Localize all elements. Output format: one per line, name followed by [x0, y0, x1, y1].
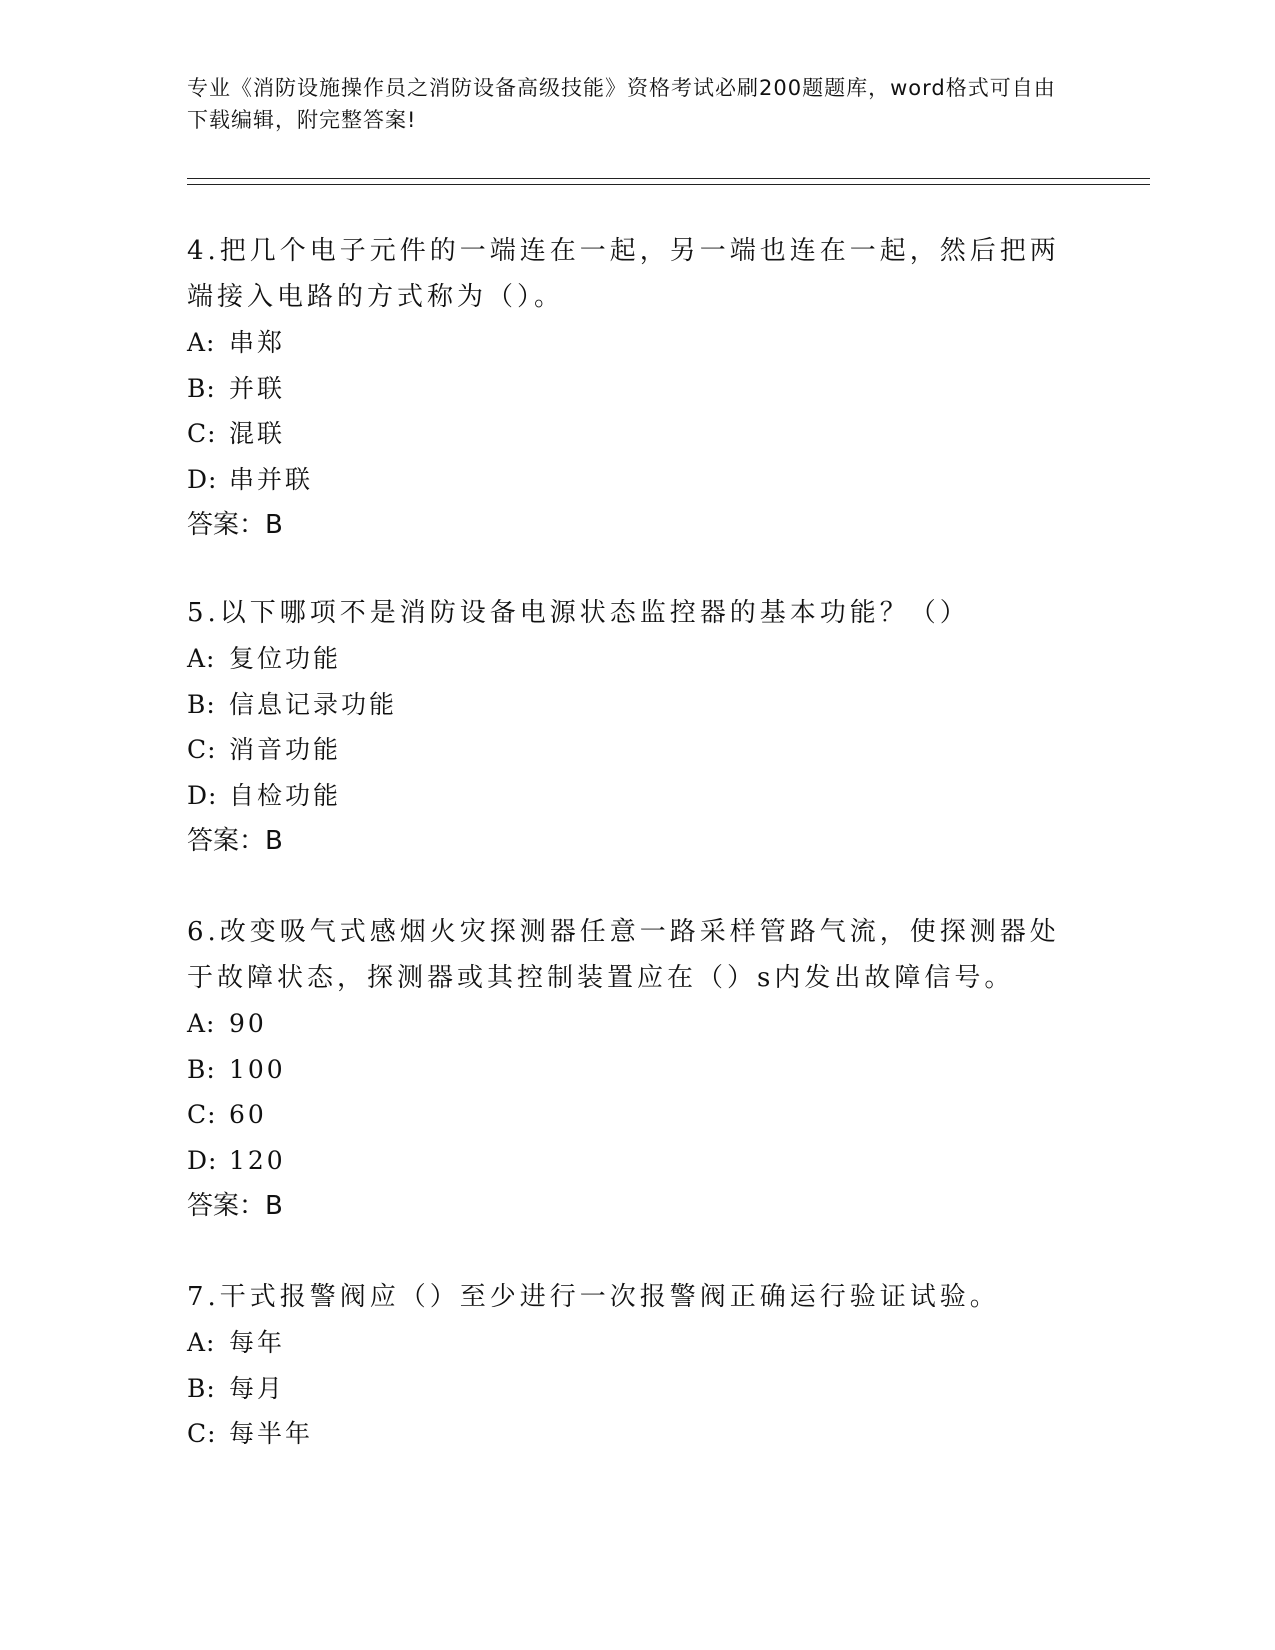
option-text: 自检功能 — [229, 780, 342, 810]
option-letter: C: — [187, 735, 217, 764]
option-letter: A: — [187, 328, 216, 357]
option-a — [187, 320, 1067, 366]
option-text: 90 — [229, 1009, 267, 1038]
option-text: 60 — [229, 1100, 267, 1129]
question-6 — [187, 909, 1067, 1229]
option-text: 每半年 — [229, 1419, 314, 1448]
question-stem: 6.改变吸气式感烟火灾探测器任意一路采样管路气流，使探测器处于故障状态，探测器或其控制装置应在（）s内发出故障信号。 — [187, 917, 1060, 993]
option-text: 并联 — [229, 373, 286, 403]
option-letter: D: — [187, 1145, 218, 1175]
option-b — [187, 1366, 1067, 1412]
option-c — [187, 1092, 1067, 1138]
option-letter: D: — [187, 464, 218, 494]
option-text: 每年 — [229, 1328, 286, 1357]
option-text: 消音功能 — [229, 735, 342, 764]
question-5 — [187, 590, 1067, 864]
option-letter: B: — [187, 373, 216, 403]
option-letter: C: — [187, 1419, 217, 1448]
option-b — [187, 366, 1067, 412]
option-letter: A: — [187, 1328, 216, 1357]
header-divider-bottom — [187, 184, 1150, 185]
option-letter: B: — [187, 689, 216, 719]
option-text: 每月 — [229, 1373, 286, 1403]
question-4 — [187, 228, 1067, 548]
option-text: 复位功能 — [229, 644, 342, 673]
document-header: 专业《消防设施操作员之消防设备高级技能》资格考试必刷200题题库，word格式可自由下载编辑，附完整答案! — [187, 76, 1056, 132]
option-d — [187, 457, 1067, 503]
header-divider-top — [187, 178, 1150, 179]
answer-label: 答案：B — [187, 510, 283, 540]
question-stem: 7.干式报警阀应（）至少进行一次报警阀正确运行验证试验。 — [187, 1282, 1000, 1312]
option-c — [187, 411, 1067, 457]
option-a — [187, 1001, 1067, 1047]
option-text: 串郑 — [229, 328, 286, 357]
option-letter: D: — [187, 780, 218, 810]
option-letter: B: — [187, 1373, 216, 1403]
option-c — [187, 1411, 1067, 1457]
option-a — [187, 1320, 1067, 1366]
question-stem: 5.以下哪项不是消防设备电源状态监控器的基本功能？（） — [187, 598, 970, 628]
option-d — [187, 1138, 1067, 1184]
option-letter: A: — [187, 1009, 216, 1038]
question-7 — [187, 1274, 1067, 1457]
option-a — [187, 636, 1067, 682]
option-letter: C: — [187, 419, 217, 448]
option-d — [187, 773, 1067, 819]
option-letter: B: — [187, 1054, 216, 1084]
option-text: 信息记录功能 — [229, 689, 398, 719]
answer-label: 答案：B — [187, 826, 283, 856]
option-text: 120 — [229, 1145, 286, 1175]
option-letter: C: — [187, 1100, 217, 1129]
option-text: 混联 — [229, 419, 286, 448]
option-b — [187, 1047, 1067, 1093]
option-c — [187, 727, 1067, 773]
option-text: 串并联 — [229, 464, 314, 494]
answer-label: 答案：B — [187, 1191, 283, 1221]
option-text: 100 — [229, 1054, 286, 1084]
option-b — [187, 682, 1067, 728]
option-letter: A: — [187, 644, 216, 673]
question-stem: 4.把几个电子元件的一端连在一起，另一端也连在一起，然后把两端接入电路的方式称为（）。 — [187, 236, 1060, 312]
